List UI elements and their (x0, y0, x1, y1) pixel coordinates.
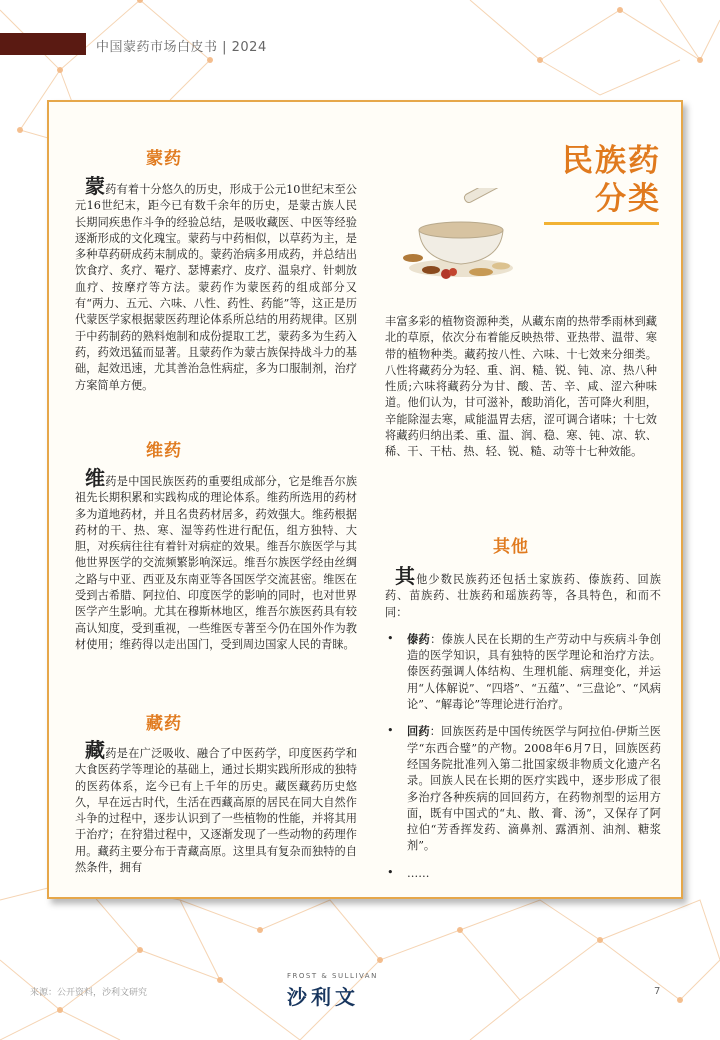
panel-title-line1: 民族药 (562, 143, 661, 179)
bullet-icon: • (387, 631, 394, 645)
drop-cap: 藏 (85, 738, 106, 762)
page-number: 7 (654, 986, 661, 997)
section-body-tibetan (75, 738, 358, 876)
section-body-mongolian (75, 174, 357, 394)
panel-title (521, 142, 661, 218)
paragraph-text: 药有着十分悠久的历史，形成于公元10世纪末至公元16世纪末，距今已有数千余年的历史，是蒙古族人民长期同疾患作斗争的经验总结，是吸收藏医、中医等经验逐渐形成的文化瑰宝。蒙药与中药相似，以草药为主，是多种草药研成药末制成的。蒙药治病多用成药，并总结出饮食疗、炙疗、罨疗、瑟博素疗、皮疗、温泉疗、针刺放血疗、按摩疗等方法。蒙药作为蒙医药的组成部分又有“两力、五元、六味、八性、药性、药能”等，这正是历代蒙医学家根据蒙医药理论体系所总结的用药规律。区别于中药制药的熟料炮制和成份提取工艺，蒙药多为生药入药，药效迅猛而显著。且蒙药作为蒙古族保持战斗力的基础，起效迅速，尤其善治急性病症，多为口服制剂，治疗方案简单方便。 (75, 183, 357, 392)
content-panel (47, 100, 683, 899)
paragraph-text: 丰富多彩的植物资源种类，从藏东南的热带季雨林到藏北的草原，依次分布着能反映热带、亚热带、温带、寒带的植物种类。藏药按八性、六味、十七效来分细类。八性将藏药分为轻、重、润、糙、锐、钝、凉、热八种性质;六味将藏药分为甘、酸、苦、辛、咸、涩六种味道。他们认为，甘可滋补，酸助消化，苦可降火利胆，辛能除湿去寒，咸能温胃去痞，涩可调合诸味；十七效将藏药归纳出柔、重、温、润、稳、寒、钝、凉、软、稀、干、干枯、热、轻、锐、糙、动等十七种效能。 (385, 315, 657, 459)
bullet-list (385, 631, 661, 882)
list-item-name: 傣药 (407, 631, 431, 646)
section-body-tibetan-continued (385, 314, 657, 461)
section-heading-others: 其他 (493, 537, 529, 557)
footer-source: 来源：公开资料，沙利文研究 (30, 988, 148, 998)
header-accent-bar (0, 33, 86, 55)
section-heading-tibetan: 藏药 (146, 714, 182, 734)
section-heading-uyghur: 维药 (146, 441, 182, 461)
drop-cap: 维 (85, 466, 106, 490)
drop-cap: 蒙 (85, 174, 106, 198)
page-header-title: 中国蒙药市场白皮书 | 2024 (96, 40, 267, 55)
paragraph-text: 他少数民族药还包括土家族药、傣族药、回族药、苗族药、壮族药和瑶族药等，各具特色，和而不同： (385, 573, 661, 619)
list-item-name: 回药 (407, 724, 430, 739)
paragraph-text: 药是中国民族医药的重要组成部分，它是维吾尔族祖先长期积累和实践构成的理论体系。维药所选用的药材多为道地药材，并且名贵药材居多，药效强大。维药根据药材的干、热、寒、湿等药性进行配伍，组方独特、大胆，对疾病往往有着针对病症的效果。维吾尔族医学与其他世界医学的交流频繁影响深远。维吾尔族医学经由丝绸之路与中亚、西亚及东南亚等各国医学交流甚密。维医在受到古希腊、阿拉伯、印度医学的影响的同时，也对世界医学产生影响。尤其在穆斯林地区，维吾尔族医药具有较高认知度，受到重视，一些维医专著至今仍在国外作为教材使用；维药得以走出国门，受到周边国家人民的青睐。 (75, 475, 358, 651)
mortar-herbs-illustration (401, 188, 521, 283)
footer-brand-logo: 沙利文 (287, 985, 359, 1009)
title-underline (544, 222, 659, 225)
drop-cap: 其 (395, 564, 417, 588)
list-item (385, 723, 661, 854)
section-body-others (385, 564, 661, 892)
paragraph-text: 药是在广泛吸收、融合了中医药学，印度医药学和大食医药学等理论的基础上，通过长期实践所形成的独特的医药体系，迄今已有上千年的历史。藏医藏药历史悠久，早在远古时代，生活在西藏高原的居民在同大自然作斗争的过程中，逐步认识到了一些植物的性能，并将其用于治疗；在狩猎过程中，又逐渐发现了一些动物的药理作用。藏药主要分布于青藏高原。这里具有复杂而独特的自然条件，拥有 (75, 747, 358, 875)
list-item (385, 631, 661, 713)
list-item (385, 865, 661, 882)
bullet-icon: • (387, 724, 394, 738)
list-item-text: ：傣族人民在长期的生产劳动中与疾病斗争创造的医学知识，具有独特的医学理论和治疗方法。傣医药强调人体结构、生理机能、病理变化，并运用“人体解说”、“四塔”、“五蕴”、“三盘论”、“风病论”、“解毒论”等理论进行治疗。 (407, 632, 661, 712)
bullet-icon: • (387, 865, 394, 879)
footer-brand-english: FROST & SULLIVAN (287, 972, 378, 980)
section-body-uyghur (75, 466, 358, 653)
panel-title-line2: 分类 (595, 181, 661, 217)
list-item-text: …… (407, 866, 430, 880)
list-item-text: ：回族医药是中国传统医学与阿拉伯-伊斯兰医学“东西合璧”的产物。2008年6月7日，回族医药经国务院批准列入第二批国家级非物质文化遗产名录。回族人民在长期的医疗实践中，逐步形成了很多治疗各种疾病的回回药方，在药物剂型的运用方面，既有中国式的“丸、散、膏、汤”，又保存了阿拉伯“芳香挥发药、滴鼻剂、露酒剂、油剂、糖浆剂”。 (407, 725, 661, 853)
section-heading-mongolian: 蒙药 (146, 149, 182, 169)
